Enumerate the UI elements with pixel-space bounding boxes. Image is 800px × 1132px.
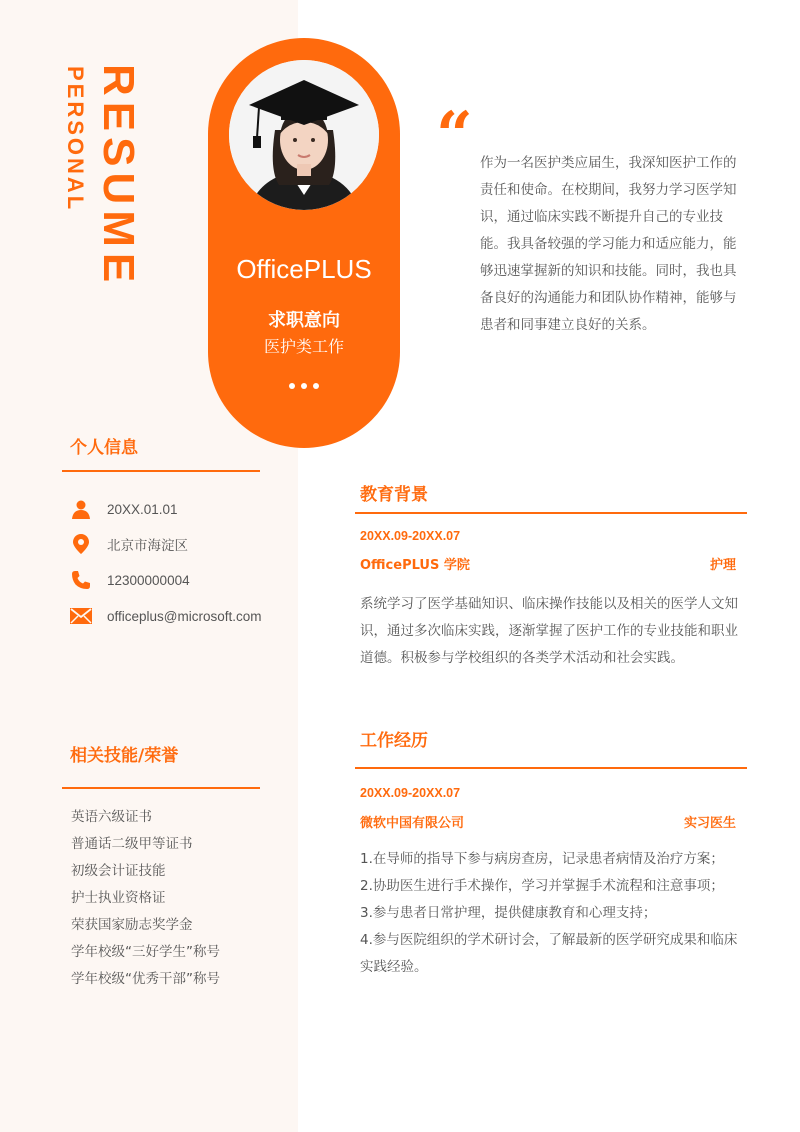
quote-icon: “ (436, 98, 473, 173)
profile-name: OfficePLUS (236, 254, 372, 284)
work-duty-item: 1.在导师的指导下参与病房查房，记录患者病情及治疗方案； (360, 851, 724, 867)
work-title: 工作经历 (360, 731, 428, 751)
work-divider (355, 767, 747, 769)
skills-divider (62, 787, 260, 789)
education-title: 教育背景 (360, 485, 428, 505)
work-duty-item: 4.参与医院组织的学术研讨会，了解最新的医学研究成果和临床实践经验。 (360, 932, 738, 975)
job-intent-label: 求职意向 (268, 310, 340, 331)
skills-list (71, 804, 220, 993)
job-intent-value: 医护类工作 (263, 337, 344, 356)
skill-item: 普通话二级甲等证书 (71, 836, 193, 852)
work-position: 实习医生 (683, 816, 736, 831)
email-text: officeplus@microsoft.com (107, 608, 262, 624)
self-introduction: 作为一名医护类应届生，我深知医护工作的责任和使命。在校期间，我努力学习医学知识，通过临床实践不断提升自己的专业技能。我具备较强的学习能力和适应能力，能够迅速掌握新的知识和技能。同时，我也具备良好的沟通能力和团队协作精神，能够与患者和同事建立良好的关系。 (480, 155, 737, 333)
skill-item: 护士执业资格证 (71, 890, 166, 906)
skill-item: 学年校级“优秀干部”称号 (71, 971, 220, 987)
education-divider (355, 512, 747, 514)
personal-title: PERSONAL (63, 66, 88, 213)
work-duty-item: 3.参与患者日常护理，提供健康教育和心理支持； (360, 905, 657, 921)
skill-item: 初级会计证技能 (71, 863, 166, 879)
education-major: 护理 (709, 558, 736, 573)
location-item (70, 532, 188, 556)
phone-icon (70, 569, 92, 591)
profile-photo (229, 60, 379, 210)
profile-card (208, 38, 400, 448)
education-description: 系统学习了医学基础知识、临床操作技能以及相关的医学人文知识，通过多次临床实践，逐渐掌握了医护工作的专业技能和职业道德。积极参与学校组织的各类学术活动和社会实践。 (360, 596, 738, 666)
skill-item: 学年校级“三好学生”称号 (71, 944, 220, 960)
birthdate-text: 20XX.01.01 (107, 501, 178, 517)
work-company: 微软中国有限公司 (360, 816, 465, 831)
birthdate-item (70, 497, 178, 521)
work-date: 20XX.09-20XX.07 (360, 786, 461, 800)
phone-text: 12300000004 (107, 572, 190, 588)
education-school: OfficePLUS 学院 (360, 558, 470, 573)
resume-title: RESUME (94, 64, 143, 289)
location-icon (70, 533, 92, 555)
personal-info-title: 个人信息 (70, 438, 138, 458)
mail-icon (70, 605, 92, 627)
location-text: 北京市海淀区 (107, 538, 188, 553)
dots-decoration (208, 374, 400, 393)
work-duty-item: 2.协助医生进行手术操作，学习并掌握手术流程和注意事项； (360, 878, 724, 894)
personal-info-divider (62, 470, 260, 472)
phone-item (70, 568, 190, 592)
email-item (70, 604, 262, 628)
education-date: 20XX.09-20XX.07 (360, 529, 461, 543)
person-icon (70, 498, 92, 520)
skills-title: 相关技能/荣誉 (70, 746, 179, 766)
skill-item: 英语六级证书 (71, 809, 152, 825)
work-description (360, 846, 748, 981)
skill-item: 荣获国家励志奖学金 (71, 917, 193, 933)
